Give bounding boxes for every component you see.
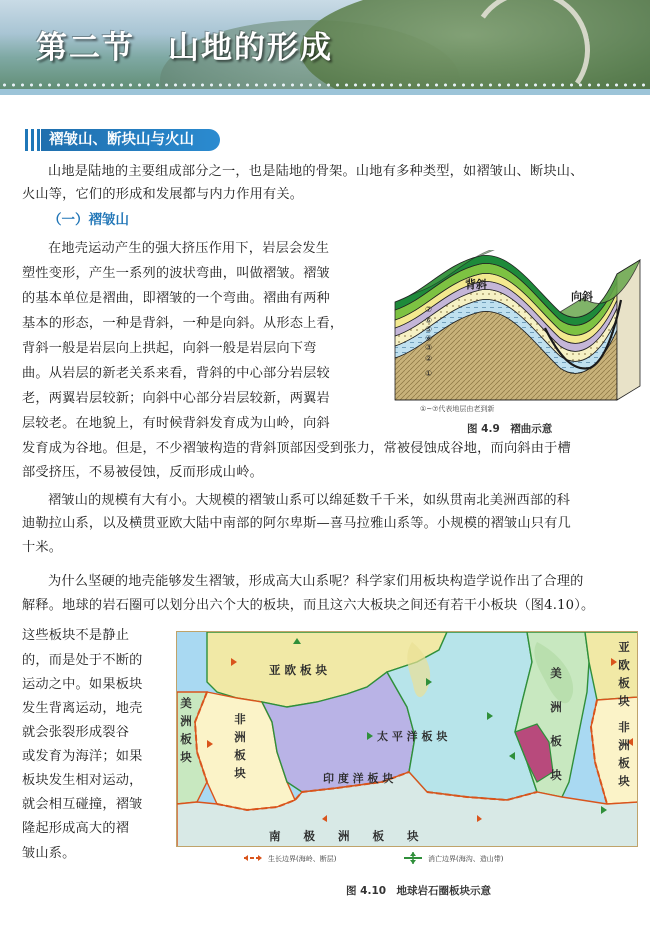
fold-figure-caption: 图 4.9 褶曲示意 bbox=[467, 423, 553, 435]
layer-number: ③ bbox=[425, 343, 433, 352]
layer-number: ⑥ bbox=[425, 316, 433, 325]
plate-char: 块 bbox=[618, 774, 630, 788]
plate-char: 非 bbox=[234, 712, 246, 726]
growth-boundary-label: 生长边界(海岭、断层) bbox=[268, 855, 337, 863]
eurasian-plate-label: 亚 欧 板 块 bbox=[269, 663, 328, 677]
intro-line: 山地是陆地的主要组成部分之一，也是陆地的骨架。山地有多种类型，如褶皱山、断块山、 bbox=[48, 164, 584, 179]
eurasian-plate-right-label bbox=[617, 638, 631, 710]
african-plate-right-label bbox=[617, 718, 631, 790]
american-plate-right-label bbox=[549, 656, 563, 792]
african-plate-label bbox=[233, 710, 247, 782]
fold-text-line: 发育成为谷地。但是，不少褶皱构造的背斜顶部因受到张力，常被侵蚀成谷地，而向斜由于槽 bbox=[22, 441, 571, 456]
plate-char: 亚 bbox=[618, 640, 630, 654]
plate-side-line: 就会张裂形成裂谷 bbox=[22, 725, 130, 740]
plate-side-line: 板块发生相对运动， bbox=[22, 773, 143, 788]
plate-side-line: 运动之中。如果板块 bbox=[22, 677, 143, 692]
pacific-plate-label: 太 平 洋 板 块 bbox=[377, 730, 448, 743]
subsection-heading: （一）褶皱山 bbox=[48, 212, 129, 228]
plate-char: 板 bbox=[550, 734, 562, 748]
plate-char: 非 bbox=[618, 720, 630, 734]
subduction-boundary-icon bbox=[402, 851, 424, 865]
plate-char: 洲 bbox=[618, 738, 630, 752]
fold-text-line: 曲。从岩层的新老关系来看，背斜的中心部分岩层较 bbox=[22, 366, 330, 381]
fold-text-line: 部受挤压，不易被侵蚀，反而形成山岭。 bbox=[22, 465, 263, 480]
plate-text-line: 解释。地球的岩石圈可以划分出六个大的板块，而且这六大板块之间还有若干小板块（图4.10）。 bbox=[22, 598, 595, 613]
syncline-label: 向斜 bbox=[571, 290, 593, 303]
plate-char: 美 bbox=[550, 666, 562, 680]
map-figure-caption: 图 4.10 地球岩石圈板块示意 bbox=[346, 885, 492, 897]
plate-char: 块 bbox=[180, 750, 192, 764]
banner-dotted-line bbox=[0, 83, 650, 87]
layer-number: ⑤ bbox=[425, 325, 433, 334]
plate-char: 板 bbox=[618, 756, 630, 770]
fold-layer-note: ①~⑦代表地层由老到新 bbox=[420, 405, 495, 413]
scale-text-line: 迪勒拉山系，以及横贯亚欧大陆中南部的阿尔卑斯—喜马拉雅山系等。小规模的褶皱山只有几 bbox=[22, 516, 571, 531]
banner-bottom-strip bbox=[0, 89, 650, 95]
american-plate-left-label bbox=[179, 694, 193, 766]
anticline-label: 背斜 bbox=[465, 278, 487, 291]
section-stripes-icon bbox=[25, 129, 41, 151]
plate-side-line: 发生背离运动，地壳 bbox=[22, 701, 143, 716]
plate-char: 块 bbox=[234, 766, 246, 780]
fold-text-line: 层较老。在地貌上，有时候背斜发育成为山岭，向斜 bbox=[22, 416, 330, 431]
layer-number: ② bbox=[425, 354, 433, 363]
fold-text-line: 背斜一般是岩层向上拱起，向斜一般是岩层向下弯 bbox=[22, 341, 317, 356]
plate-side-line: 的，而是处于不断的 bbox=[22, 653, 143, 668]
plate-char: 板 bbox=[180, 732, 192, 746]
subduction-boundary-label: 消亡边界(海沟、造山带) bbox=[428, 855, 504, 863]
fold-text-line: 在地壳运动产生的强大挤压作用下，岩层会发生 bbox=[48, 241, 330, 256]
section-heading bbox=[25, 129, 220, 151]
plate-char: 欧 bbox=[618, 658, 630, 672]
growth-boundary-icon bbox=[242, 851, 264, 865]
banner-road-illustration bbox=[460, 0, 599, 95]
plate-char: 美 bbox=[180, 696, 192, 710]
scale-text-line: 十米。 bbox=[22, 540, 63, 555]
plate-side-line: 或发育为海洋；如果 bbox=[22, 749, 143, 764]
plate-char: 块 bbox=[550, 768, 562, 782]
plate-side-line: 这些板块不是静止 bbox=[22, 628, 130, 643]
scale-text-line: 褶皱山的规模有大有小。大规模的褶皱山系可以绵延数千千米，如纵贯南北美洲西部的科 bbox=[48, 493, 571, 508]
plate-char: 洲 bbox=[180, 714, 192, 728]
plate-char: 块 bbox=[618, 694, 630, 708]
chapter-banner bbox=[0, 0, 650, 95]
section-heading-label: 褶皱山、断块山与火山 bbox=[41, 129, 220, 151]
antarctic-plate-label: 南 极 洲 板 块 bbox=[269, 829, 419, 843]
fold-text-line: 塑性变形，产生一系列的波状弯曲，叫做褶皱。褶皱 bbox=[22, 266, 330, 281]
layer-number: ① bbox=[425, 369, 433, 378]
chapter-title: 第二节 山地的形成 bbox=[36, 30, 333, 66]
plate-char: 洲 bbox=[234, 730, 246, 744]
indian-plate-label: 印 度 洋 板 块 bbox=[323, 772, 394, 785]
fold-text-line: 老，两翼岩层较新；向斜中心部分岩层较新，两翼岩 bbox=[22, 391, 330, 406]
plate-side-line: 皱山系。 bbox=[22, 846, 76, 861]
plate-char: 板 bbox=[618, 676, 630, 690]
fold-text-line: 的基本单位是褶曲，即褶皱的一个弯曲。褶曲有两种 bbox=[22, 291, 330, 306]
plate-side-line: 就会相互碰撞，褶皱 bbox=[22, 797, 143, 812]
plate-map bbox=[176, 631, 638, 847]
plate-side-line: 隆起形成高大的褶 bbox=[22, 821, 130, 836]
plate-text-line: 为什么坚硬的地壳能够发生褶皱，形成高大山系呢？科学家们用板块构造学说作出了合理的 bbox=[48, 574, 584, 589]
layer-number: ④ bbox=[425, 334, 433, 343]
fold-diagram bbox=[385, 250, 647, 415]
plate-char: 板 bbox=[234, 748, 246, 762]
intro-line: 火山等，它们的形成和发展都与内力作用有关。 bbox=[22, 187, 304, 202]
layer-number: ⑦ bbox=[425, 305, 433, 314]
plate-char: 洲 bbox=[550, 700, 562, 714]
fold-text-line: 基本的形态，一种是背斜，一种是向斜。从形态上看， bbox=[22, 316, 344, 331]
